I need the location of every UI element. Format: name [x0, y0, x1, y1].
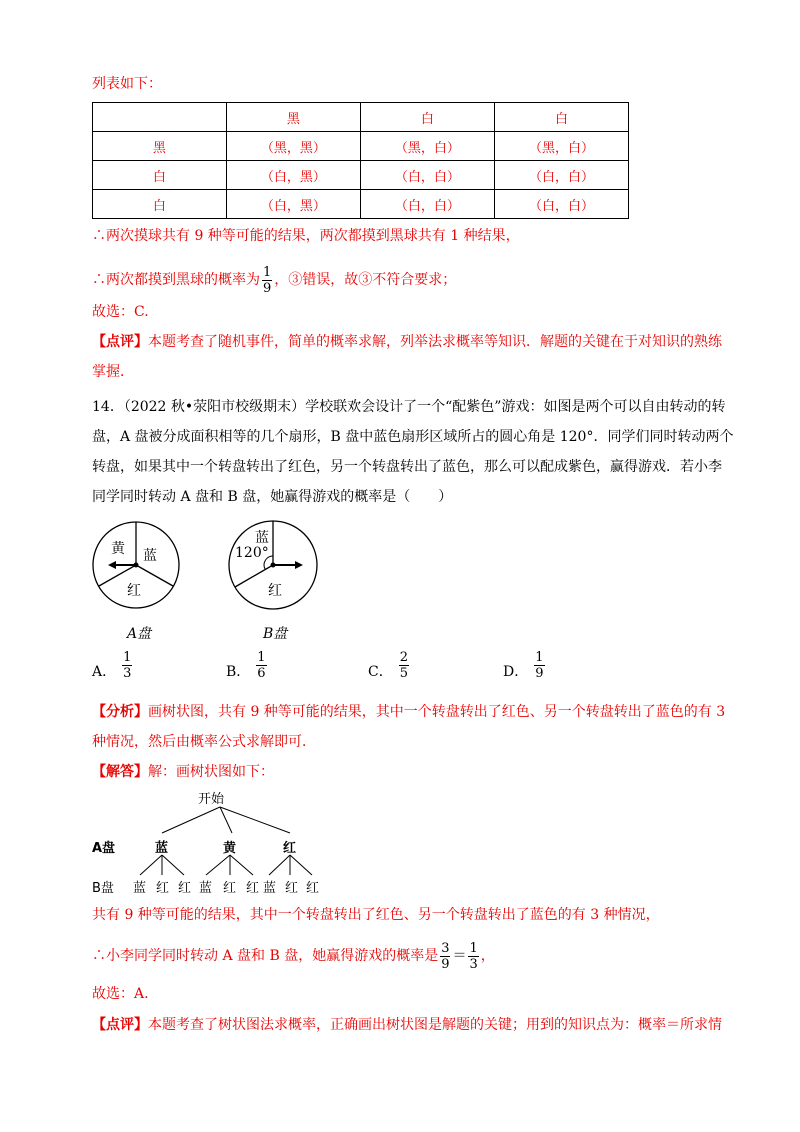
tree-node-b: 红 — [306, 881, 320, 896]
comment-line-1 — [92, 332, 722, 352]
fraction-one-ninth — [262, 265, 272, 296]
comment2-line — [92, 1015, 722, 1035]
fraction-one-third — [468, 941, 478, 972]
question-line-4: 同学同时转动 A 盘和 B 盘，她赢得游戏的概率是（ ） — [92, 489, 453, 505]
table-cell: （白，黑） — [226, 190, 360, 219]
conclusion-text: ∴两次都摸到黑球的概率为 — [92, 272, 260, 288]
disk-b-sector-red: 红 — [268, 583, 282, 599]
table-row — [93, 161, 629, 190]
pointer-arrow-icon — [295, 561, 303, 569]
pointer-arrow-icon — [108, 561, 116, 569]
fraction-denominator: 5 — [399, 666, 408, 681]
comment-text: 本题考查了随机事件，简单的概率求解，列举法求概率等知识．解题的关键在于对知识的熟练 — [148, 334, 722, 350]
disk-b-sector-blue: 蓝 — [255, 530, 269, 546]
tree-node-a: 黄 — [223, 841, 237, 856]
tree-level-a-label: A盘 — [92, 841, 116, 856]
tree-node-b: 红 — [246, 881, 260, 896]
disk-b-figure — [225, 518, 325, 618]
fraction-denominator: 3 — [123, 666, 132, 681]
table-header-row — [93, 103, 629, 132]
fraction-numerator: 1 — [123, 650, 132, 665]
table-cell: 白 — [93, 161, 227, 190]
tree-node-b: 蓝 — [199, 881, 213, 896]
tree-node-a: 红 — [283, 841, 297, 856]
question-line-3: 转盘，如果其中一个转盘转出了红色，另一个转盘转出了蓝色，那么可以配成紫色，赢得游戏．若小李 — [92, 459, 722, 475]
fraction-numerator: 3 — [441, 940, 450, 956]
fraction-three-ninths — [440, 941, 450, 972]
table-cell — [93, 103, 227, 132]
tree-node-a: 蓝 — [155, 841, 169, 856]
table-cell: 白 — [494, 103, 628, 132]
fraction-numerator: 1 — [257, 650, 266, 665]
option-b[interactable] — [226, 650, 269, 681]
table-cell: 白 — [93, 190, 227, 219]
fraction-denominator: 9 — [441, 956, 450, 972]
fraction-denominator: 6 — [257, 666, 266, 681]
question-line-2: 盘，A 盘被分成面积相等的几个扇形，B 盘中蓝色扇形区域所占的圆心角是 120°．同学们同时转动两个 — [92, 429, 734, 445]
table-cell: （黑，白） — [360, 132, 494, 161]
fraction-numerator: 1 — [263, 264, 272, 280]
fraction-numerator: 2 — [399, 650, 408, 665]
result-line-1: 共有 9 种等可能的结果，其中一个转盘转出了红色、另一个转盘转出了蓝色的有 3 种情况， — [92, 907, 660, 923]
disk-a-sector-red: 红 — [127, 583, 141, 599]
fraction-denominator: 9 — [535, 666, 544, 681]
conclusion-line-1: ∴两次摸球共有 9 种等可能的结果，两次都摸到黑球共有 1 种结果， — [92, 228, 520, 244]
table-cell: （白，白） — [494, 190, 628, 219]
analysis-text: 画树状图，共有 9 种等可能的结果，其中一个转盘转出了红色、另一个转盘转出了蓝色的有 3 — [148, 704, 726, 720]
option-c[interactable] — [368, 650, 411, 681]
analysis-tag: 【分析】 — [92, 704, 148, 720]
analysis-line-1 — [92, 702, 725, 722]
table-cell: （黑，白） — [494, 132, 628, 161]
comment2-tag: 【点评】 — [92, 1017, 148, 1033]
tree-root: 开始 — [198, 792, 225, 807]
choose-line-1: 故选：C. — [92, 304, 149, 320]
fraction-denominator: 9 — [263, 280, 272, 296]
disk-a-caption: A盘 — [127, 626, 152, 642]
fraction-numerator: 1 — [535, 650, 544, 665]
tree-node-b: 红 — [285, 881, 299, 896]
comment-tag: 【点评】 — [92, 334, 148, 350]
fraction-numerator: 1 — [469, 940, 478, 956]
answer-tag: 【解答】 — [92, 764, 148, 780]
table-cell: （黑，黑） — [226, 132, 360, 161]
tree-node-b: 蓝 — [133, 881, 147, 896]
conclusion-line-2 — [92, 262, 456, 298]
comment2-text: 本题考查了树状图法求概率，正确画出树状图是解题的关键；用到的知识点为：概率＝所求情 — [148, 1017, 722, 1033]
answer-text: 解：画树状图如下： — [148, 764, 274, 780]
option-c-fraction — [399, 650, 409, 681]
option-a-label: A． — [92, 664, 117, 680]
table-cell: 黑 — [93, 132, 227, 161]
table-cell: （白，白） — [360, 161, 494, 190]
equals-sign: ＝ — [452, 948, 467, 964]
result-text: ∴小李同学同时转动 A 盘和 B 盘，她赢得游戏的概率是 — [92, 948, 439, 964]
probability-table — [92, 102, 629, 219]
option-a-fraction — [122, 650, 132, 681]
table-row — [93, 132, 629, 161]
disk-a-sector-yellow: 黄 — [111, 541, 125, 557]
result-line-2 — [92, 938, 495, 974]
option-d-label: D． — [503, 664, 529, 680]
tree-node-b: 红 — [156, 881, 170, 896]
disk-b-angle-label: 120° — [235, 545, 269, 561]
fraction-denominator: 3 — [469, 956, 478, 972]
tree-node-b: 红 — [223, 881, 237, 896]
option-b-fraction — [256, 650, 266, 681]
option-d[interactable] — [503, 650, 547, 681]
answer-line — [92, 762, 274, 782]
option-d-fraction — [534, 650, 544, 681]
table-intro: 列表如下： — [92, 76, 162, 92]
table-cell: 黑 — [226, 103, 360, 132]
table-cell: （白，白） — [360, 190, 494, 219]
tree-level-b-label: B盘 — [92, 881, 114, 896]
question-line-1: 14．（2022 秋•荥阳市校级期末）学校联欢会设计了一个“配紫色”游戏：如图是两个可以自由转动的转 — [92, 399, 726, 415]
table-cell: 白 — [360, 103, 494, 132]
comment-line-2: 掌握． — [92, 364, 134, 380]
choose-line-2: 故选：A. — [92, 986, 149, 1002]
table-cell: （白，白） — [494, 161, 628, 190]
table-cell: （白，黑） — [226, 161, 360, 190]
tree-node-b: 蓝 — [263, 881, 277, 896]
table-row — [93, 190, 629, 219]
disk-b-caption: B盘 — [263, 626, 288, 642]
disk-a-sector-blue: 蓝 — [143, 548, 157, 564]
analysis-line-2: 种情况，然后由概率公式求解即可． — [92, 734, 316, 750]
option-a[interactable] — [92, 650, 134, 681]
conclusion-text-tail: ，③错误，故③不符合要求； — [274, 272, 457, 288]
tree-node-b: 红 — [178, 881, 192, 896]
result-text-tail: ， — [480, 948, 495, 964]
disk-a-figure — [90, 518, 190, 618]
option-b-label: B． — [226, 664, 251, 680]
option-c-label: C． — [368, 664, 393, 680]
